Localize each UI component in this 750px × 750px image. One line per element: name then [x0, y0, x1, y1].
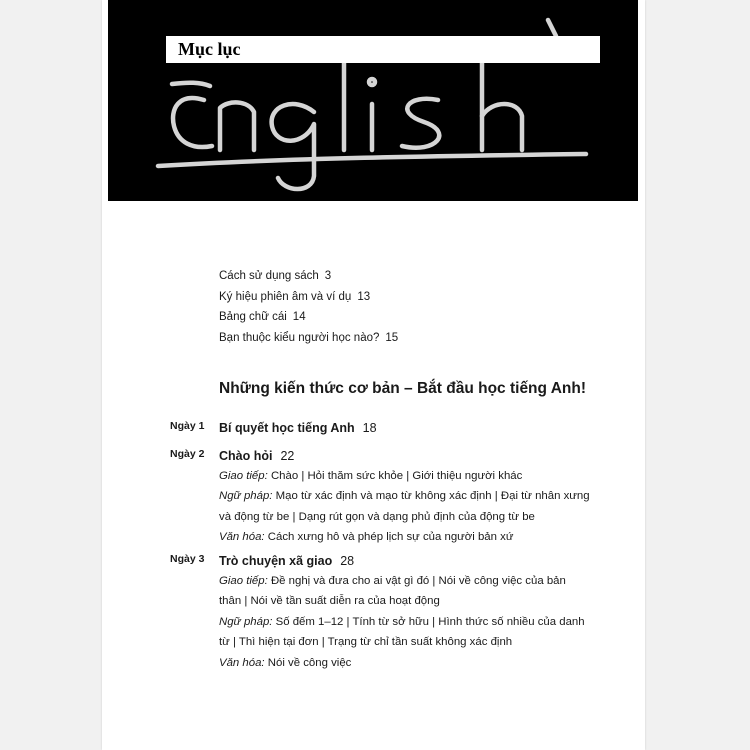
page-number: 15	[385, 331, 399, 344]
front-matter-label: Bạn thuộc kiểu người học nào?	[219, 331, 380, 344]
topic-line	[219, 486, 591, 527]
topic-text: Nói về công việc	[267, 656, 352, 669]
topic-category: Giao tiếp:	[219, 470, 268, 482]
day-title[interactable]	[219, 418, 591, 438]
day-title-text: Trò chuyện xã giao	[219, 554, 333, 568]
topic-line	[219, 466, 591, 486]
topic-line	[219, 571, 591, 612]
topic-text: Mạo từ xác định và mạo từ không xác định | Đại từ nhân xưng và động từ be | Dạng rút gọn và dạng phủ định của động từ be	[219, 490, 590, 523]
page-number: 18	[362, 421, 377, 435]
front-matter-item[interactable]	[219, 266, 398, 287]
page-number: 3	[324, 270, 332, 282]
page-number: 22	[280, 449, 295, 463]
topic-category: Ngữ pháp:	[219, 490, 273, 503]
day-label: Ngày 2	[170, 448, 205, 460]
topic-category: Văn hóa:	[219, 656, 265, 669]
topic-category: Ngữ pháp:	[219, 615, 273, 628]
front-matter-label: Ký hiệu phiên âm và ví dụ	[219, 290, 352, 303]
front-matter-item[interactable]	[219, 328, 398, 349]
chalk-english-illustration	[108, 0, 638, 201]
book-page	[102, 0, 645, 750]
topic-text: Chào | Hỏi thăm sức khỏe | Giới thiệu người khác	[270, 470, 523, 482]
topic-text: Đề nghị và đưa cho ai vật gì đó | Nói về công việc của bản thân | Nói về tần suất diễn ra của hoạt động	[219, 575, 566, 608]
front-matter-item[interactable]	[219, 307, 398, 328]
page-title: Mục lục	[178, 39, 241, 59]
day-body	[219, 418, 591, 438]
day-label: Ngày 3	[170, 553, 205, 565]
title-bar	[166, 36, 600, 63]
topic-category: Văn hóa:	[219, 531, 265, 544]
day-title-text: Bí quyết học tiếng Anh	[219, 421, 355, 435]
topic-line	[219, 653, 591, 673]
topic-line	[219, 612, 591, 653]
topic-text: Số đếm 1–12 | Tính từ sở hữu | Hình thức số nhiều của danh từ | Thì hiện tại đơn | Trạng từ chỉ tần suất không xác định	[219, 615, 585, 649]
topic-category: Giao tiếp:	[219, 575, 268, 587]
front-matter-item[interactable]	[219, 287, 398, 308]
page-number: 13	[357, 290, 371, 303]
day-title[interactable]	[219, 446, 591, 466]
front-matter-list	[219, 266, 398, 348]
topic-text: Cách xưng hô và phép lịch sự của người bản xứ	[267, 531, 514, 544]
day-title-text: Chào hỏi	[219, 449, 273, 463]
page-number: 14	[292, 311, 306, 323]
topic-line	[219, 527, 591, 547]
section-title: Những kiến thức cơ bản – Bắt đầu học tiếng Anh!	[219, 380, 587, 397]
day-label: Ngày 1	[170, 420, 205, 432]
front-matter-label: Cách sử dụng sách	[219, 270, 319, 282]
chalkboard-banner	[108, 0, 638, 201]
day-body	[219, 446, 591, 548]
day-body	[219, 551, 591, 673]
front-matter-label: Bảng chữ cái	[219, 311, 287, 323]
page-number: 28	[340, 554, 355, 568]
day-title[interactable]	[219, 551, 591, 571]
